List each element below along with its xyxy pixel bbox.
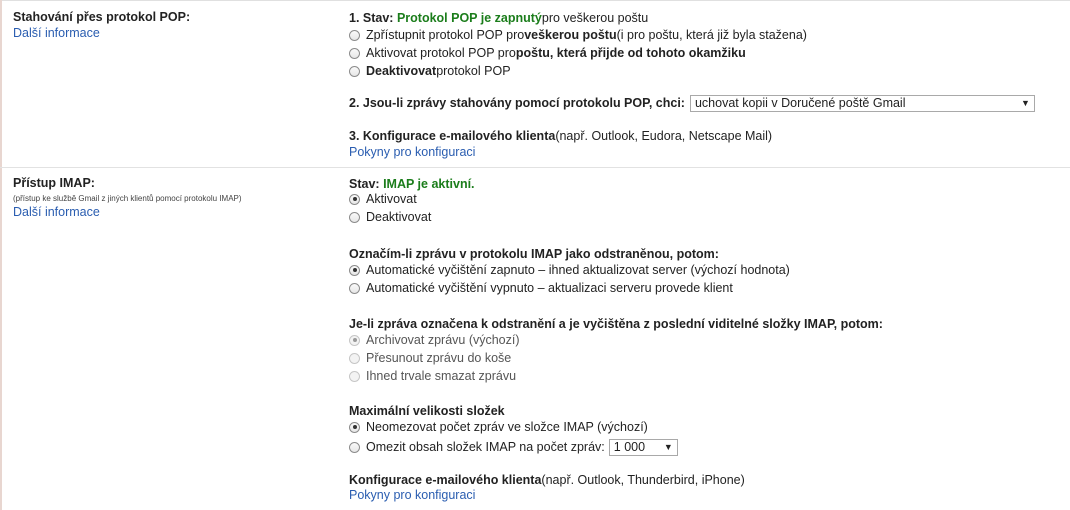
pop-option-disable-radio[interactable] (349, 66, 360, 77)
pop-settings-section (0, 0, 1070, 168)
pop-more-info-link[interactable]: Další informace (13, 26, 100, 40)
imap-expunge-option-2-label: Ihned trvale smazat zprávu (366, 369, 517, 383)
pop-q3-line (349, 127, 772, 145)
chevron-down-icon: ▼ (1021, 98, 1030, 108)
imap-expunge-heading: Je-li zpráva označena k odstranění a je vyčištěna z poslední viditelné složky IMAP, potom: (349, 317, 883, 331)
pop-option-all-mail-text-c: (i pro poštu, která již byla stažena) (616, 28, 807, 42)
pop-option-from-now[interactable] (349, 44, 746, 62)
pop-q3-bold: 3. Konfigurace e-mailového klienta (349, 129, 556, 143)
imap-size-limit-select[interactable] (609, 439, 678, 456)
imap-option-enable-label: Aktivovat (366, 192, 417, 206)
imap-size-option-limit[interactable] (349, 438, 678, 456)
imap-expunge-option-0-radio (349, 335, 360, 346)
pop-q2-row (349, 94, 1035, 112)
imap-option-enable-radio[interactable] (349, 194, 360, 205)
imap-expunge-option-delete (349, 367, 516, 385)
pop-option-disable-text-c: protokol POP (436, 64, 511, 78)
imap-delete-option-1-radio[interactable] (349, 283, 360, 294)
pop-option-from-now-text-a: Aktivovat protokol POP pro (366, 46, 516, 60)
imap-delete-option-auto-expunge-on[interactable] (349, 261, 790, 279)
pop-q2-label: 2. Jsou-li zprávy stahovány pomocí protokolu POP, chci: (349, 96, 685, 110)
pop-option-all-mail-text-b: veškerou poštu (524, 28, 617, 42)
pop-option-all-mail-text-a: Zpřístupnit protokol POP pro (366, 28, 525, 42)
imap-delete-heading: Označím-li zprávu v protokolu IMAP jako odstraněnou, potom: (349, 247, 719, 261)
pop-section-title: Stahování přes protokol POP: (13, 10, 191, 24)
pop-option-all-mail[interactable] (349, 26, 807, 44)
imap-option-enable[interactable] (349, 190, 417, 208)
imap-size-option-1-label: Omezit obsah složek IMAP na počet zpráv: (366, 440, 605, 454)
imap-option-disable-radio[interactable] (349, 212, 360, 223)
pop-q2-select[interactable] (690, 95, 1035, 112)
imap-expunge-option-2-radio (349, 371, 360, 382)
imap-delete-option-auto-expunge-off[interactable] (349, 279, 733, 297)
imap-client-bold: Konfigurace e-mailového klienta (349, 473, 542, 487)
pop-option-from-now-radio[interactable] (349, 48, 360, 59)
pop-config-link[interactable]: Pokyny pro konfiguraci (349, 145, 476, 159)
imap-size-option-unlimited[interactable] (349, 418, 648, 436)
imap-size-limit-select-value: 1 000 (613, 440, 646, 454)
imap-option-disable[interactable] (349, 208, 431, 226)
imap-option-disable-label: Deaktivovat (366, 210, 432, 224)
imap-expunge-option-1-radio (349, 353, 360, 364)
imap-delete-option-0-label: Automatické vyčištění zapnuto – ihned aktualizovat server (výchozí hodnota) (366, 263, 790, 277)
imap-delete-option-0-radio[interactable] (349, 265, 360, 276)
pop-option-disable[interactable] (349, 62, 511, 80)
pop-option-disable-text-b: Deaktivovat (366, 64, 437, 78)
imap-label-column (13, 175, 242, 220)
pop-option-from-now-text-b: poštu, která přijde od tohoto okamžiku (515, 46, 746, 60)
imap-expunge-option-archive (349, 331, 520, 349)
pop-option-all-mail-radio[interactable] (349, 30, 360, 41)
imap-status-prefix: Stav: (349, 177, 380, 191)
imap-size-heading: Maximální velikosti složek (349, 404, 505, 418)
imap-options-column (349, 168, 1059, 510)
imap-status-value: IMAP je aktivní. (383, 177, 475, 191)
pop-status-line (349, 9, 648, 27)
imap-delete-option-1-label: Automatické vyčištění vypnuto – aktualizaci serveru provede klient (366, 281, 733, 295)
pop-status-value: Protokol POP je zapnutý (396, 11, 542, 25)
imap-section-subtitle: (přístup ke službě Gmail z jiných klientů pomocí protokolu IMAP) (13, 194, 242, 203)
pop-q3-rest: (např. Outlook, Eudora, Netscape Mail) (555, 129, 773, 143)
pop-label-column (13, 9, 190, 41)
imap-size-option-1-radio[interactable] (349, 442, 360, 453)
pop-status-suffix: pro veškerou poštu (541, 11, 649, 25)
pop-status-prefix: 1. Stav: (349, 11, 394, 25)
imap-size-option-0-radio[interactable] (349, 422, 360, 433)
imap-settings-section (0, 168, 1070, 510)
imap-size-option-0-label: Neomezovat počet zpráv ve složce IMAP (výchozí) (366, 420, 648, 434)
imap-more-info-link[interactable]: Další informace (13, 205, 100, 219)
imap-expunge-option-1-label: Přesunout zprávu do koše (366, 351, 512, 365)
chevron-down-icon: ▼ (663, 442, 673, 452)
imap-expunge-option-0-label: Archivovat zprávu (výchozí) (366, 333, 520, 347)
imap-section-title: Přístup IMAP: (13, 176, 95, 190)
pop-q2-select-value: uchovat kopii v Doručené poště Gmail (694, 96, 906, 110)
imap-config-link[interactable]: Pokyny pro konfiguraci (349, 488, 476, 502)
imap-expunge-option-trash (349, 349, 511, 367)
pop-options-column (349, 0, 1059, 167)
imap-client-rest: (např. Outlook, Thunderbird, iPhone) (541, 473, 745, 487)
